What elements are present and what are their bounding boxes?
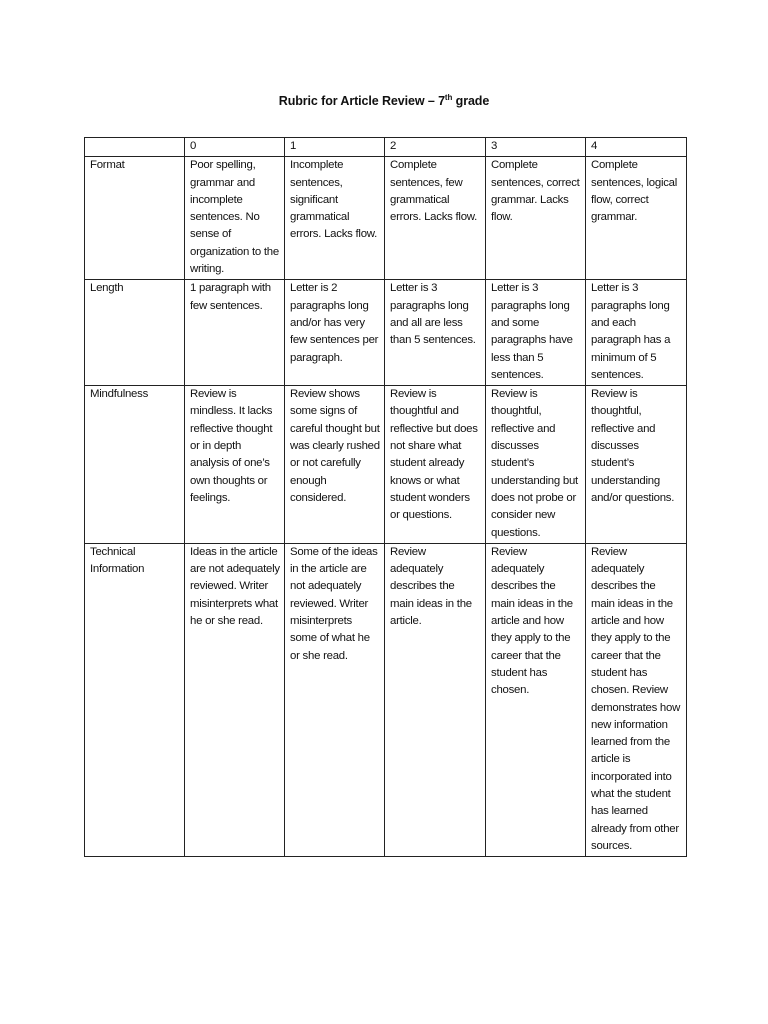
cell-format-4: Complete sentences, logical flow, correct grammar. (586, 157, 687, 280)
cell-mindfulness-1: Review shows some signs of careful thought but was clearly rushed or not carefully enough considered. (285, 386, 385, 544)
document-title (0, 94, 768, 108)
row-length (85, 280, 687, 386)
criterion-mindfulness: Mindfulness (85, 386, 185, 544)
criterion-format: Format (85, 157, 185, 280)
cell-format-2: Complete sentences, few grammatical errors. Lacks flow. (385, 157, 486, 280)
cell-length-3: Letter is 3 paragraphs long and some paragraphs have less than 5 sentences. (486, 280, 586, 386)
cell-technical-4: Review adequately describes the main ideas in the article and how they apply to the career that the student has chosen. Review demonstrates how new information learned from the article is incorporated into what the student has learned already from other sources. (586, 543, 687, 856)
title-main: Rubric for Article Review – 7 (278, 94, 445, 108)
cell-mindfulness-4: Review is thoughtful, reflective and discusses student’s understanding and/or questions. (586, 386, 687, 544)
row-mindfulness (85, 386, 687, 544)
criterion-technical-information: Technical Information (85, 543, 185, 856)
cell-technical-1: Some of the ideas in the article are not adequately reviewed. Writer misinterprets some of what he or she read. (285, 543, 385, 856)
header-cell-score-3: 3 (486, 138, 586, 157)
title-end: grade (452, 94, 490, 108)
cell-length-0: 1 paragraph with few sentences. (185, 280, 285, 386)
header-cell-score-0: 0 (185, 138, 285, 157)
title-superscript: th (444, 92, 453, 102)
cell-length-4: Letter is 3 paragraphs long and each paragraph has a minimum of 5 sentences. (586, 280, 687, 386)
cell-format-0: Poor spelling, grammar and incomplete sentences. No sense of organization to the writing. (185, 157, 285, 280)
criterion-length: Length (85, 280, 185, 386)
cell-technical-2: Review adequately describes the main ideas in the article. (385, 543, 486, 856)
cell-technical-3: Review adequately describes the main ideas in the article and how they apply to the career that the student has chosen. (486, 543, 586, 856)
cell-mindfulness-2: Review is thoughtful and reflective but does not share what student already knows or what student wonders or questions. (385, 386, 486, 544)
cell-technical-0: Ideas in the article are not adequately reviewed. Writer misinterprets what he or she read. (185, 543, 285, 856)
cell-length-1: Letter is 2 paragraphs long and/or has very few sentences per paragraph. (285, 280, 385, 386)
cell-length-2: Letter is 3 paragraphs long and all are less than 5 sentences. (385, 280, 486, 386)
cell-format-1: Incomplete sentences, significant grammatical errors. Lacks flow. (285, 157, 385, 280)
cell-mindfulness-0: Review is mindless. It lacks reflective thought or in depth analysis of one’s own thoughts or feelings. (185, 386, 285, 544)
cell-format-3: Complete sentences, correct grammar. Lacks flow. (486, 157, 586, 280)
row-format (85, 157, 687, 280)
header-cell-corner (85, 138, 185, 157)
header-cell-score-1: 1 (285, 138, 385, 157)
cell-mindfulness-3: Review is thoughtful, reflective and discusses student’s understanding but does not probe or consider new questions. (486, 386, 586, 544)
header-row (85, 138, 687, 157)
rubric-table (84, 137, 687, 857)
row-technical-information (85, 543, 687, 856)
header-cell-score-2: 2 (385, 138, 486, 157)
header-cell-score-4: 4 (586, 138, 687, 157)
